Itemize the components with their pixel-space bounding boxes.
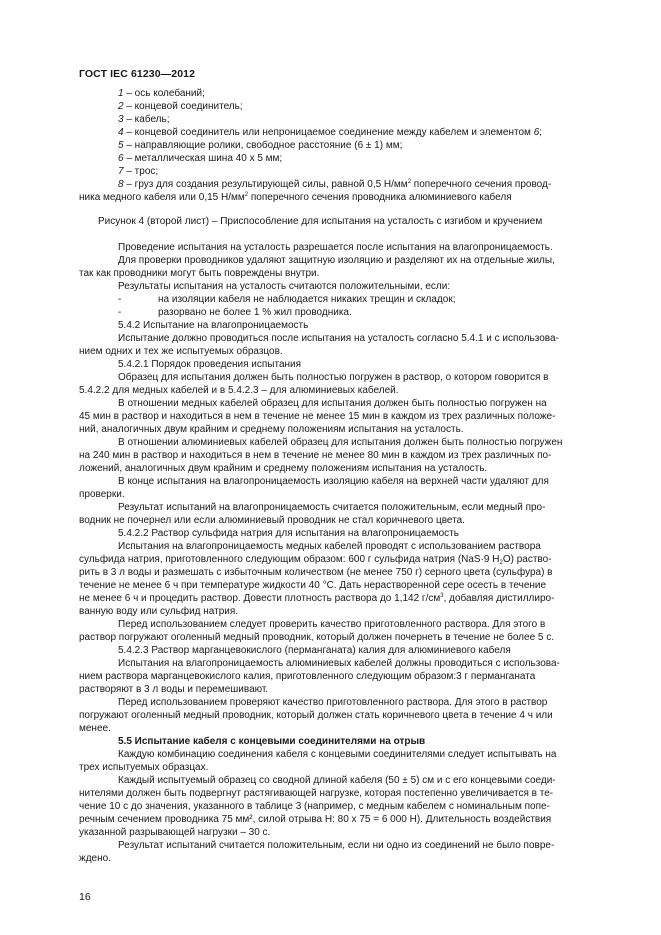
bullet-item: разорвано не более 1 % жил проводника.: [158, 307, 352, 318]
paragraph-line: нителями должен быть подвергнут растягивающей нагрузке, которая постепенно увеличивается в те-: [79, 788, 554, 799]
paragraph-line: трех испытуемых образцах.: [79, 762, 209, 773]
paragraph-line: Для проверки проводников удаляют защитную изоляцию и разделяют их на отдельные жилы,: [118, 255, 555, 266]
section-heading-bold: 5.5 Испытание кабеля с концевыми соединителями на отрыв: [118, 736, 426, 747]
paragraph-line: речным сечением проводника 75 мм², силой отрыва Н: 80 х 75 = 6 000 Н). Длительность воздействия: [79, 814, 552, 825]
legend-item-6: 6 – металлическая шина 40 х 5 мм;: [118, 153, 283, 164]
paragraph-line: Испытания на влагопроницаемость алюминиевых кабелей должны проводиться с использова-: [118, 658, 560, 669]
paragraph-line: Проведение испытания на усталость разрешается после испытания на влагопроницаемость.: [118, 242, 553, 253]
paragraph-line: Результаты испытания на усталость считаются положительными, если:: [118, 281, 451, 292]
section-heading: 5.4.2.3 Раствор марганцевокислого (перманганата) калия для алюминиевого кабеля: [118, 645, 511, 656]
paragraph-line: Испытание должно проводиться после испытания на усталость согласно 5.4.1 и с использова-: [118, 333, 559, 344]
paragraph-line: менее.: [79, 723, 111, 734]
legend-item-8: 8 – груз для создания результирующей силы, равной 0,5 $Н/мм^2$ поперечного сечения провод-: [118, 179, 552, 190]
paragraph-line: водник не почернел или если алюминиевый проводник не стал коричневого цвета.: [79, 515, 465, 526]
paragraph-line: Результат испытаний считается положительным, если ни одно из соединений не было повре-: [118, 840, 555, 851]
legend-item-1: 1 – ось колебаний;: [118, 88, 205, 99]
paragraph-line: 5.4.2.2 для медных кабелей и в 5.4.2.3 – для алюминиевых кабелей.: [79, 385, 399, 396]
paragraph-line: Каждую комбинацию соединения кабеля с концевыми соединителями следует испытывать на: [118, 749, 557, 760]
paragraph-line: В отношении медных кабелей образец для испытания должен быть полностью погружен на: [118, 398, 547, 409]
paragraph-line: погружают оголенный медный проводник, который должен стать коричневого цвета в течение 4 ч или: [79, 710, 553, 721]
paragraph-line: ванную воду или сульфид натрия.: [79, 606, 239, 617]
legend-item-8-continued: ника медного кабеля или 0,15 $Н/мм^2$ поперечного сечения проводника алюминиевого кабеля: [79, 192, 512, 203]
paragraph-line: проверки.: [79, 489, 125, 500]
paragraph-line: рить в 3 л воды и размешать с избыточным количеством (не менее 750 г) серного цвета (сульфура) в: [79, 567, 553, 578]
paragraph-line: нием раствора марганцевокислого калия, приготовленного следующим образом:3 г перманганата: [79, 671, 536, 682]
page-number: 16: [79, 891, 91, 903]
paragraph-line: чение 10 с до значения, указанного в таблице 3 (например, с медным кабелем с номинальным попе-: [79, 801, 550, 812]
paragraph-line: так как проводники могут быть повреждены внутри.: [79, 268, 320, 279]
paragraph-line: раствор погружают оголенный медный проводник, который должен почернеть в течение не более 5 с.: [79, 632, 555, 643]
document-code: ГОСТ IEC 61230—2012: [79, 68, 196, 80]
paragraph-line: не менее 6 ч и процедить раствор. Довести плотность раствора до 1,142 $г/см^3$, добавляя дистиллиро-: [79, 593, 555, 604]
paragraph-line: Перед использованием следует проверить качество приготовленного раствора. Для этого в: [118, 619, 546, 630]
section-heading: 5.4.2.1 Порядок проведения испытания: [118, 359, 302, 370]
paragraph-line: Испытания на влагопроницаемость медных кабелей проводят с использованием раствора: [118, 541, 541, 552]
paragraph-line: указанной разрывающей нагрузки – 30 с.: [79, 827, 271, 838]
section-heading: 5.4.2 Испытание на влагопроницаемость: [118, 320, 309, 331]
legend-item-4: 4 – концевой соединитель или непроницаемое соединение между кабелем и элементом 6;: [118, 127, 543, 138]
paragraph-line: Результат испытаний на влагопроницаемость считается положительным, если медный про-: [118, 502, 546, 513]
paragraph-line: В конце испытания на влагопроницаемость изоляцию кабеля на верхней части удаляют для: [118, 476, 549, 487]
paragraph-line: на 240 мин в раствор и находиться в нем в течение не менее 80 мин в каждом из трех различных по-: [79, 450, 552, 461]
paragraph-line: ложений, аналогичных двум крайним и среднему положениям испытания на усталость.: [79, 463, 488, 474]
paragraph-line: ждено.: [79, 853, 111, 864]
paragraph-line: В отношении алюминиевых кабелей образец для испытания должен быть полностью погружен: [118, 437, 563, 448]
paragraph-line: сульфида натрия, приготовленного следующим образом: 600 г сульфида натрия (NaS·9 $H_2O$) раство-: [79, 554, 552, 566]
bullet-dash: -: [118, 294, 122, 305]
legend-item-5: 5 – направляющие ролики, свободное расстояние (6 ± 1) мм;: [118, 140, 403, 151]
paragraph-line: Перед использованием проверяют качество приготовленного раствора. Для этого в раствор: [118, 697, 548, 708]
paragraph-line: растворяют в 3 л воды и перемешивают.: [79, 684, 269, 695]
paragraph-line: течение не менее 6 ч при температуре жидкости 40 °С. Дать нерастворенной сере осесть в течение: [79, 580, 547, 591]
paragraph-line: Каждый испытуемый образец со сводной длиной кабеля (50 ± 5) см и с его концевыми соеди-: [118, 775, 556, 786]
legend-item-7: 7 – трос;: [118, 166, 159, 177]
figure-caption: Рисунок 4 (второй лист) – Приспособление для испытания на усталость с изгибом и кручением: [98, 216, 543, 227]
paragraph-line: нием одних и тех же испытуемых образцов.: [79, 346, 283, 357]
legend-item-2: 2 – концевой соединитель;: [118, 101, 243, 112]
paragraph-line: ний, аналогичных двум крайним и среднему положениям испытания на усталость.: [79, 424, 464, 435]
bullet-dash: -: [118, 307, 122, 318]
paragraph-line: Образец для испытания должен быть полностью погружен в раствор, о котором говорится в: [118, 372, 549, 383]
bullet-item: на изоляции кабеля не наблюдается никаких трещин и складок;: [158, 294, 456, 305]
paragraph-line: 45 мин в раствор и находиться в нем в течение не менее 15 мин в каждом из трех различных положе-: [79, 411, 556, 422]
legend-item-3: 3 – кабель;: [118, 114, 170, 125]
section-heading: 5.4.2.2 Раствор сульфида натрия для испытания на влагопроницаемость: [118, 528, 459, 539]
